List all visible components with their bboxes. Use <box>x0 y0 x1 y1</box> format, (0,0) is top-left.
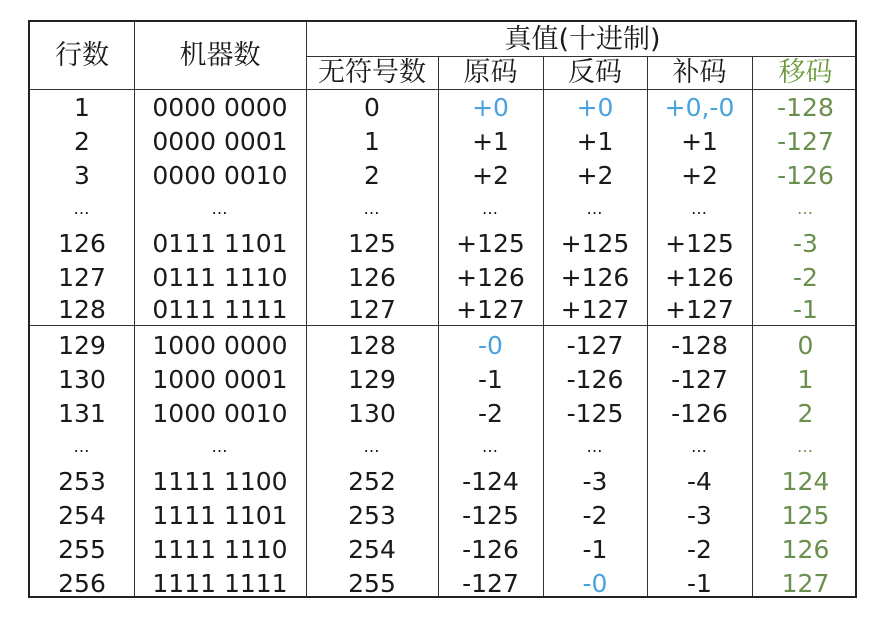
cell-ones-complement: -0 <box>582 568 608 598</box>
cell-ones-complement: -1 <box>582 534 608 564</box>
header-true-value: 真值(十进制) <box>504 23 661 55</box>
cell-ones-complement: +1 <box>576 126 614 156</box>
header-subdivider <box>306 56 855 57</box>
cell-machine-no: 0000 0001 <box>152 126 288 156</box>
cell-machine-no: 1111 1110 <box>152 534 288 564</box>
cell-row-no: 128 <box>58 294 106 324</box>
cell-row-no: 256 <box>58 568 106 598</box>
cell-unsigned: 128 <box>348 330 396 360</box>
cell-unsigned: 255 <box>348 568 396 598</box>
cell-twos-complement: -3 <box>687 500 712 530</box>
cell-machine-no: 1111 1111 <box>152 568 288 598</box>
cell-machine-no: 0111 1110 <box>152 262 288 292</box>
cell-sign-magnitude: +0 <box>472 92 509 122</box>
cell-row-no: 3 <box>74 160 90 190</box>
cell-ones-complement: … <box>586 199 604 218</box>
header-ones-complement: 反码 <box>568 57 622 88</box>
cell-sign-magnitude: … <box>482 199 499 218</box>
cell-ones-complement: +125 <box>560 228 630 258</box>
header-biased: 移码 <box>778 57 833 88</box>
cell-row-no: 1 <box>74 92 90 122</box>
cell-ones-complement: +127 <box>560 294 630 324</box>
cell-sign-magnitude: -126 <box>462 534 519 564</box>
cell-row-no: 129 <box>58 330 106 360</box>
cell-machine-no: … <box>211 199 229 218</box>
cell-unsigned: 129 <box>348 364 396 394</box>
cell-unsigned: 1 <box>364 126 380 156</box>
cell-row-no: … <box>73 199 91 218</box>
cell-biased: … <box>797 437 814 456</box>
header-machine-no: 机器数 <box>179 40 261 71</box>
cell-ones-complement: +2 <box>576 160 614 190</box>
cell-twos-complement: +125 <box>665 228 734 258</box>
cell-sign-magnitude: -0 <box>478 330 503 360</box>
sign-divider <box>30 325 855 326</box>
cell-row-no: 127 <box>58 262 106 292</box>
cell-biased: -2 <box>793 262 818 292</box>
cell-ones-complement: -126 <box>566 364 624 394</box>
cell-biased: … <box>797 199 814 218</box>
cell-sign-magnitude: +126 <box>456 262 525 292</box>
cell-sign-magnitude: -1 <box>478 364 503 394</box>
cell-biased: -127 <box>777 126 834 156</box>
cell-machine-no: 1111 1100 <box>152 466 288 496</box>
cell-twos-complement: -2 <box>687 534 712 564</box>
cell-unsigned: … <box>363 437 381 456</box>
cell-twos-complement: -127 <box>671 364 728 394</box>
cell-biased: 0 <box>797 330 814 360</box>
cell-twos-complement: +0,-0 <box>664 92 735 122</box>
cell-biased: -3 <box>793 228 818 258</box>
cell-machine-no: 1000 0010 <box>152 398 288 428</box>
cell-machine-no: 1111 1101 <box>152 500 288 530</box>
cell-biased: 126 <box>781 534 830 564</box>
cell-machine-no: 0000 0000 <box>152 92 288 122</box>
cell-unsigned: 126 <box>348 262 396 292</box>
cell-row-no: 255 <box>58 534 106 564</box>
cell-sign-magnitude: +125 <box>456 228 525 258</box>
cell-row-no: 254 <box>58 500 106 530</box>
cell-sign-magnitude: -125 <box>462 500 519 530</box>
cell-twos-complement: … <box>691 437 708 456</box>
cell-unsigned: 252 <box>348 466 396 496</box>
cell-twos-complement: +1 <box>681 126 718 156</box>
cell-ones-complement: -3 <box>582 466 608 496</box>
cell-ones-complement: -127 <box>566 330 624 360</box>
cell-sign-magnitude: -124 <box>462 466 519 496</box>
cell-twos-complement: +2 <box>681 160 718 190</box>
cell-unsigned: 253 <box>348 500 396 530</box>
cell-biased: 2 <box>797 398 814 428</box>
cell-unsigned: 0 <box>364 92 380 122</box>
cell-biased: 1 <box>797 364 814 394</box>
cell-ones-complement: +126 <box>560 262 630 292</box>
header-divider <box>30 89 855 90</box>
cell-unsigned: … <box>363 199 381 218</box>
cell-sign-magnitude: +127 <box>456 294 525 324</box>
cell-machine-no: 1000 0000 <box>152 330 288 360</box>
cell-row-no: 2 <box>74 126 90 156</box>
cell-ones-complement: +0 <box>576 92 614 122</box>
cell-unsigned: 254 <box>348 534 396 564</box>
cell-machine-no: … <box>211 437 229 456</box>
cell-biased: -128 <box>777 92 834 122</box>
cell-row-no: 253 <box>58 466 106 496</box>
cell-twos-complement: -1 <box>687 568 712 598</box>
cell-twos-complement: … <box>691 199 708 218</box>
cell-twos-complement: -128 <box>671 330 728 360</box>
cell-machine-no: 1000 0001 <box>152 364 288 394</box>
cell-row-no: … <box>73 437 91 456</box>
cell-row-no: 130 <box>58 364 106 394</box>
cell-machine-no: 0000 0010 <box>152 160 288 190</box>
cell-ones-complement: -125 <box>566 398 624 428</box>
encoding-table <box>28 20 857 598</box>
cell-machine-no: 0111 1111 <box>152 294 288 324</box>
cell-biased: 124 <box>781 466 830 496</box>
cell-biased: -126 <box>777 160 834 190</box>
cell-unsigned: 2 <box>364 160 380 190</box>
cell-twos-complement: -4 <box>687 466 712 496</box>
cell-ones-complement: … <box>586 437 604 456</box>
cell-twos-complement: -126 <box>671 398 728 428</box>
cell-unsigned: 125 <box>348 228 396 258</box>
cell-biased: 127 <box>781 568 830 598</box>
cell-ones-complement: -2 <box>582 500 608 530</box>
cell-machine-no: 0111 1101 <box>152 228 288 258</box>
cell-row-no: 126 <box>58 228 106 258</box>
cell-sign-magnitude: -2 <box>478 398 503 428</box>
cell-sign-magnitude: +2 <box>472 160 509 190</box>
cell-unsigned: 127 <box>348 294 396 324</box>
cell-twos-complement: +126 <box>665 262 734 292</box>
cell-unsigned: 130 <box>348 398 396 428</box>
header-row-no: 行数 <box>55 40 109 71</box>
header-sign-magnitude: 原码 <box>463 57 518 88</box>
header-unsigned: 无符号数 <box>318 57 426 88</box>
cell-sign-magnitude: +1 <box>472 126 509 156</box>
cell-sign-magnitude: -127 <box>462 568 519 598</box>
cell-biased: -1 <box>793 294 818 324</box>
cell-twos-complement: +127 <box>665 294 734 324</box>
cell-row-no: 131 <box>58 398 106 428</box>
header-twos-complement: 补码 <box>672 57 727 88</box>
cell-sign-magnitude: … <box>482 437 499 456</box>
cell-biased: 125 <box>781 500 830 530</box>
